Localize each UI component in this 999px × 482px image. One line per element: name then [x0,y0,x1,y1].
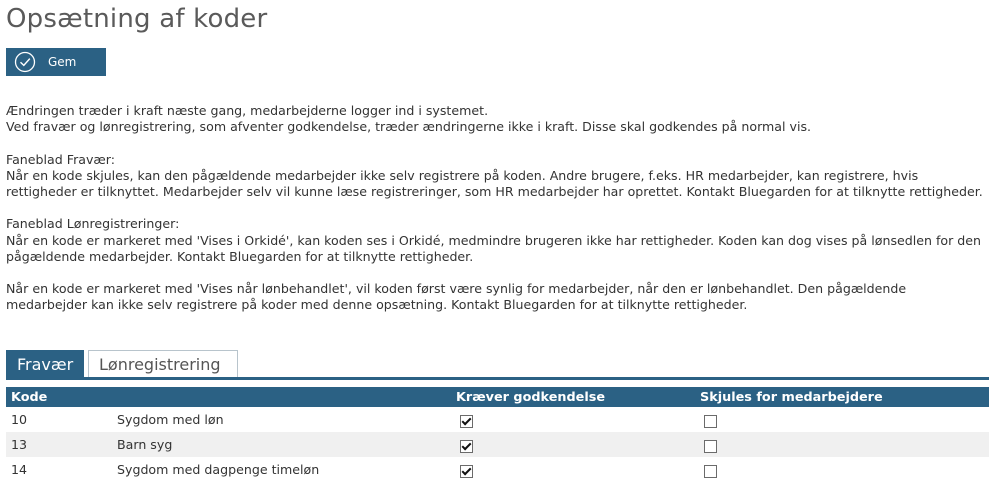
info-paragraph-payroll-processed: Når en kode er markeret med 'Vises når lønbehandlet', vil koden først være synlig for medarbejder, når den er lønbehandlet. Den pågældende medarbejder kan ikke selv registrere på koder med denne opsætning. Kontakt Bluegarden for at tilknytte rettigheder. [6,281,907,313]
hidden-cell [695,457,989,482]
checkmark-circle-icon [14,51,36,73]
tab-payroll-registration[interactable]: Lønregistrering [88,350,238,379]
table-row [6,432,989,457]
hidden-cell [695,407,989,432]
hidden-checkbox[interactable] [704,415,717,428]
column-header-requires-approval: Kræver godkendelse [451,387,695,407]
table-row [6,457,989,482]
tab-absence[interactable]: Fravær [6,350,84,379]
hidden-cell [695,432,989,457]
requires-approval-checkbox[interactable] [460,440,473,453]
table-header-row [6,387,989,407]
column-header-code: Kode [6,387,117,407]
code-cell: 13 [6,432,117,457]
requires-approval-cell [451,457,695,482]
code-cell: 14 [11,462,28,477]
hidden-checkbox[interactable] [704,465,717,478]
hidden-checkbox[interactable] [704,440,717,453]
requires-approval-cell [451,432,695,457]
column-header-name [117,387,451,407]
info-paragraph-general: Ændringen træder i kraft næste gang, medarbejderne logger ind i systemet. Ved fravær og lønregistrering, som afventer godkendelse, træder ændringerne ikke i kraft. Disse skal godkendes på normal vis. [6,103,812,135]
info-text [6,103,991,330]
requires-approval-cell [451,407,695,432]
column-header-hidden: Skjules for medarbejdere [695,387,989,407]
info-paragraph-payroll: Faneblad Lønregistreringer: Når en kode er markeret med 'Vises i Orkidé', kan koden ses i Orkidé, medmindre brugeren ikke har rettigheder. Koden kan dog vises på lønsedlen for den pågældende medarbejder. Kontakt Bluegarden for at tilknytte rettigheder. [6,216,982,264]
save-button-label: Gem [48,55,77,69]
code-name-cell: Barn syg [117,432,451,457]
requires-approval-checkbox[interactable] [460,415,473,428]
code-cell: 10 [11,412,28,427]
codes-table [6,387,989,482]
code-name-cell: Sygdom med løn [117,412,224,427]
tab-bar [6,350,989,379]
info-paragraph-absence: Faneblad Fravær: Når en kode skjules, kan den pågældende medarbejder ikke selv registrere på koden. Andre brugere, f.eks. HR medarbejder, kan registrere, hvis rettigheder er tilknyttet. Medarbejder selv vil kunne læse registreringer, som HR medarbejder har oprettet. Kontakt Bluegarden for at tilknytte rettigheder. [6,151,983,199]
table-row [6,407,989,432]
save-button[interactable] [6,48,106,76]
requires-approval-checkbox[interactable] [460,465,473,478]
code-name-cell: Sygdom med dagpenge timeløn [117,462,320,477]
tab-divider [6,377,989,380]
page-title: Opsætning af koder [6,4,268,34]
